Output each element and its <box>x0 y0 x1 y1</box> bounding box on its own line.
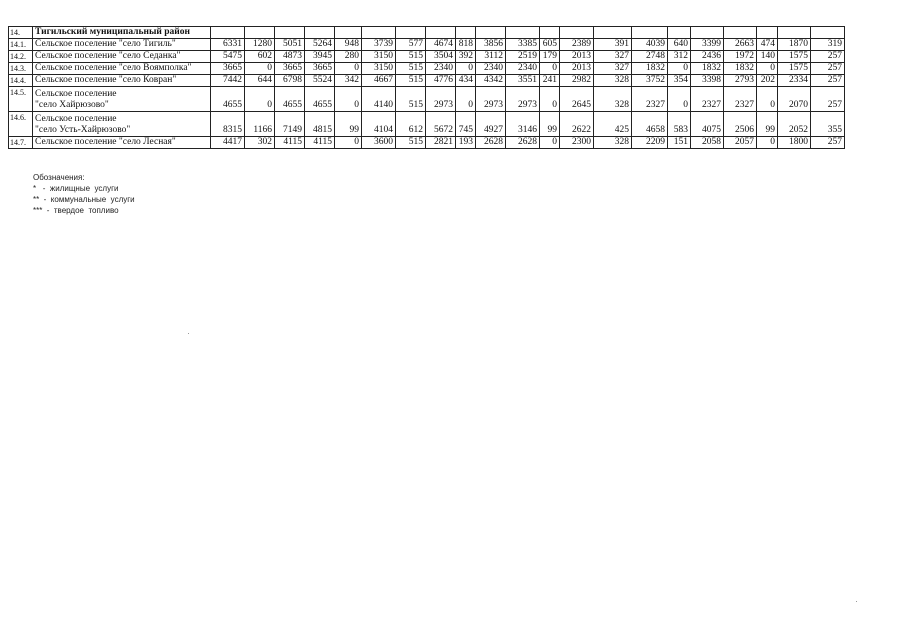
value-cell: 0 <box>757 137 778 149</box>
value-cell: 0 <box>757 87 778 112</box>
value-cell: 0 <box>245 63 275 75</box>
value-cell: 2436 <box>691 51 724 63</box>
settlement-name <box>33 112 211 137</box>
row-number: 14.7. <box>9 137 33 149</box>
value-cell: 99 <box>757 112 778 137</box>
value-cell: 4776 <box>426 75 456 87</box>
legend-line-housing: * - жилищные услуги <box>33 184 119 193</box>
value-cell: 355 <box>811 112 845 137</box>
value-cell: 515 <box>396 51 426 63</box>
value-cell: 4655 <box>275 87 305 112</box>
value-cell: 3504 <box>426 51 456 63</box>
empty-cell <box>476 27 506 39</box>
value-cell: 3150 <box>362 63 396 75</box>
value-cell: 515 <box>396 137 426 149</box>
empty-cell <box>757 27 778 39</box>
value-cell: 4667 <box>362 75 396 87</box>
settlement-name-line: "село Хайрюзово" <box>35 100 109 110</box>
value-cell: 3739 <box>362 39 396 51</box>
value-cell: 391 <box>594 39 632 51</box>
value-cell: 0 <box>335 87 362 112</box>
value-cell: 4417 <box>211 137 245 149</box>
empty-cell <box>778 27 811 39</box>
value-cell: 3398 <box>691 75 724 87</box>
value-cell: 99 <box>540 112 560 137</box>
value-cell: 5475 <box>211 51 245 63</box>
value-cell: 2663 <box>724 39 757 51</box>
legend-line-solid-fuel: *** - твердое топливо <box>33 206 119 215</box>
value-cell: 0 <box>540 137 560 149</box>
value-cell: 193 <box>456 137 476 149</box>
value-cell: 140 <box>757 51 778 63</box>
value-cell: 257 <box>811 63 845 75</box>
value-cell: 3752 <box>632 75 668 87</box>
empty-cell <box>275 27 305 39</box>
empty-cell <box>245 27 275 39</box>
value-cell: 3665 <box>211 63 245 75</box>
value-cell: 4655 <box>211 87 245 112</box>
value-cell: 434 <box>456 75 476 87</box>
value-cell: 2389 <box>560 39 594 51</box>
value-cell: 2973 <box>426 87 456 112</box>
value-cell: 4927 <box>476 112 506 137</box>
value-cell: 4115 <box>305 137 335 149</box>
table-row <box>9 87 845 112</box>
data-table <box>8 26 845 149</box>
legend-line-utilities: ** - коммунальные услуги <box>33 195 135 204</box>
settlement-name-line: Сельское поселение "село Лесная" <box>35 137 176 147</box>
value-cell: 8315 <box>211 112 245 137</box>
value-cell: 342 <box>335 75 362 87</box>
section-header-row <box>9 27 845 39</box>
settlement-name <box>33 137 211 149</box>
value-cell: 2057 <box>724 137 757 149</box>
value-cell: 4039 <box>632 39 668 51</box>
value-cell: 2793 <box>724 75 757 87</box>
value-cell: 179 <box>540 51 560 63</box>
value-cell: 583 <box>668 112 691 137</box>
value-cell: 3146 <box>506 112 540 137</box>
row-number: 14.4. <box>9 75 33 87</box>
empty-cell <box>362 27 396 39</box>
value-cell: 327 <box>594 63 632 75</box>
value-cell: 327 <box>594 51 632 63</box>
table-row <box>9 51 845 63</box>
value-cell: 0 <box>335 137 362 149</box>
value-cell: 392 <box>456 51 476 63</box>
value-cell: 6331 <box>211 39 245 51</box>
settlement-name-line: Сельское поселение "село Тигиль" <box>35 39 176 49</box>
value-cell: 4815 <box>305 112 335 137</box>
empty-cell <box>560 27 594 39</box>
value-cell: 1870 <box>778 39 811 51</box>
value-cell: 2340 <box>476 63 506 75</box>
value-cell: 2052 <box>778 112 811 137</box>
value-cell: 328 <box>594 137 632 149</box>
value-cell: 1832 <box>724 63 757 75</box>
value-cell: 2209 <box>632 137 668 149</box>
value-cell: 644 <box>245 75 275 87</box>
value-cell: 1832 <box>632 63 668 75</box>
value-cell: 577 <box>396 39 426 51</box>
value-cell: 7442 <box>211 75 245 87</box>
value-cell: 7149 <box>275 112 305 137</box>
row-number: 14.5. <box>9 87 33 112</box>
value-cell: 2327 <box>691 87 724 112</box>
value-cell: 3600 <box>362 137 396 149</box>
value-cell: 3551 <box>506 75 540 87</box>
settlement-name <box>33 51 211 63</box>
value-cell: 0 <box>757 63 778 75</box>
value-cell: 257 <box>811 51 845 63</box>
empty-cell <box>632 27 668 39</box>
settlement-name-line: "село Усть-Хайрюзово" <box>35 125 131 135</box>
value-cell: 0 <box>668 63 691 75</box>
value-cell: 4658 <box>632 112 668 137</box>
value-cell: 2748 <box>632 51 668 63</box>
value-cell: 328 <box>594 75 632 87</box>
value-cell: 4140 <box>362 87 396 112</box>
value-cell: 4342 <box>476 75 506 87</box>
value-cell: 5051 <box>275 39 305 51</box>
value-cell: 1972 <box>724 51 757 63</box>
scan-speck <box>856 601 857 602</box>
value-cell: 2645 <box>560 87 594 112</box>
value-cell: 515 <box>396 87 426 112</box>
table-row <box>9 39 845 51</box>
value-cell: 3150 <box>362 51 396 63</box>
value-cell: 2013 <box>560 51 594 63</box>
value-cell: 4655 <box>305 87 335 112</box>
value-cell: 474 <box>757 39 778 51</box>
value-cell: 151 <box>668 137 691 149</box>
table-row <box>9 137 845 149</box>
value-cell: 6798 <box>275 75 305 87</box>
value-cell: 1575 <box>778 63 811 75</box>
value-cell: 3856 <box>476 39 506 51</box>
value-cell: 2982 <box>560 75 594 87</box>
value-cell: 1280 <box>245 39 275 51</box>
value-cell: 2340 <box>426 63 456 75</box>
value-cell: 3385 <box>506 39 540 51</box>
value-cell: 302 <box>245 137 275 149</box>
value-cell: 0 <box>456 63 476 75</box>
settlement-name-line: Сельское поселение "село Воямполка" <box>35 63 192 73</box>
value-cell: 2334 <box>778 75 811 87</box>
value-cell: 612 <box>396 112 426 137</box>
value-cell: 640 <box>668 39 691 51</box>
value-cell: 515 <box>396 75 426 87</box>
value-cell: 1800 <box>778 137 811 149</box>
value-cell: 2973 <box>506 87 540 112</box>
value-cell: 2070 <box>778 87 811 112</box>
value-cell: 4873 <box>275 51 305 63</box>
value-cell: 425 <box>594 112 632 137</box>
empty-cell <box>668 27 691 39</box>
value-cell: 3665 <box>305 63 335 75</box>
value-cell: 745 <box>456 112 476 137</box>
section-title: Тигильский муниципальный район <box>33 27 211 39</box>
empty-cell <box>811 27 845 39</box>
table-row <box>9 112 845 137</box>
value-cell: 280 <box>335 51 362 63</box>
value-cell: 2519 <box>506 51 540 63</box>
value-cell: 2628 <box>476 137 506 149</box>
legend <box>33 172 135 216</box>
value-cell: 5524 <box>305 75 335 87</box>
value-cell: 605 <box>540 39 560 51</box>
row-number: 14.6. <box>9 112 33 137</box>
value-cell: 0 <box>540 87 560 112</box>
row-number: 14. <box>9 27 33 39</box>
value-cell: 257 <box>811 75 845 87</box>
value-cell: 354 <box>668 75 691 87</box>
row-number: 14.2. <box>9 51 33 63</box>
empty-cell <box>305 27 335 39</box>
empty-cell <box>426 27 456 39</box>
value-cell: 202 <box>757 75 778 87</box>
table-row <box>9 75 845 87</box>
value-cell: 257 <box>811 137 845 149</box>
value-cell: 1832 <box>691 63 724 75</box>
empty-cell <box>506 27 540 39</box>
value-cell: 257 <box>811 87 845 112</box>
value-cell: 602 <box>245 51 275 63</box>
empty-cell <box>540 27 560 39</box>
value-cell: 2506 <box>724 112 757 137</box>
empty-cell <box>396 27 426 39</box>
settlement-name <box>33 87 211 112</box>
value-cell: 0 <box>245 87 275 112</box>
value-cell: 1166 <box>245 112 275 137</box>
value-cell: 2628 <box>506 137 540 149</box>
value-cell: 515 <box>396 63 426 75</box>
value-cell: 948 <box>335 39 362 51</box>
empty-cell <box>724 27 757 39</box>
value-cell: 1575 <box>778 51 811 63</box>
value-cell: 0 <box>668 87 691 112</box>
value-cell: 2327 <box>724 87 757 112</box>
value-cell: 0 <box>335 63 362 75</box>
value-cell: 0 <box>456 87 476 112</box>
empty-cell <box>691 27 724 39</box>
value-cell: 2340 <box>506 63 540 75</box>
row-number: 14.3. <box>9 63 33 75</box>
value-cell: 4115 <box>275 137 305 149</box>
value-cell: 3112 <box>476 51 506 63</box>
value-cell: 5672 <box>426 112 456 137</box>
value-cell: 2300 <box>560 137 594 149</box>
settlement-name <box>33 39 211 51</box>
legend-heading: Обозначения: <box>33 173 85 182</box>
settlement-name-line: Сельское поселение "село Седанка" <box>35 51 181 61</box>
value-cell: 3945 <box>305 51 335 63</box>
value-cell: 319 <box>811 39 845 51</box>
value-cell: 2013 <box>560 63 594 75</box>
settlement-name-line: Сельское поселение <box>35 114 117 124</box>
empty-cell <box>211 27 245 39</box>
value-cell: 3665 <box>275 63 305 75</box>
settlement-name-line: Сельское поселение <box>35 89 117 99</box>
value-cell: 5264 <box>305 39 335 51</box>
value-cell: 328 <box>594 87 632 112</box>
value-cell: 2622 <box>560 112 594 137</box>
settlement-name-line: Сельское поселение "село Ковран" <box>35 75 177 85</box>
settlement-name <box>33 63 211 75</box>
empty-cell <box>456 27 476 39</box>
value-cell: 2327 <box>632 87 668 112</box>
empty-cell <box>335 27 362 39</box>
value-cell: 0 <box>540 63 560 75</box>
settlement-name <box>33 75 211 87</box>
value-cell: 2973 <box>476 87 506 112</box>
value-cell: 312 <box>668 51 691 63</box>
value-cell: 99 <box>335 112 362 137</box>
value-cell: 4674 <box>426 39 456 51</box>
value-cell: 241 <box>540 75 560 87</box>
value-cell: 2821 <box>426 137 456 149</box>
value-cell: 4104 <box>362 112 396 137</box>
row-number: 14.1. <box>9 39 33 51</box>
empty-cell <box>594 27 632 39</box>
scan-speck <box>188 333 189 334</box>
value-cell: 818 <box>456 39 476 51</box>
table-row <box>9 63 845 75</box>
value-cell: 2058 <box>691 137 724 149</box>
value-cell: 3399 <box>691 39 724 51</box>
value-cell: 4075 <box>691 112 724 137</box>
